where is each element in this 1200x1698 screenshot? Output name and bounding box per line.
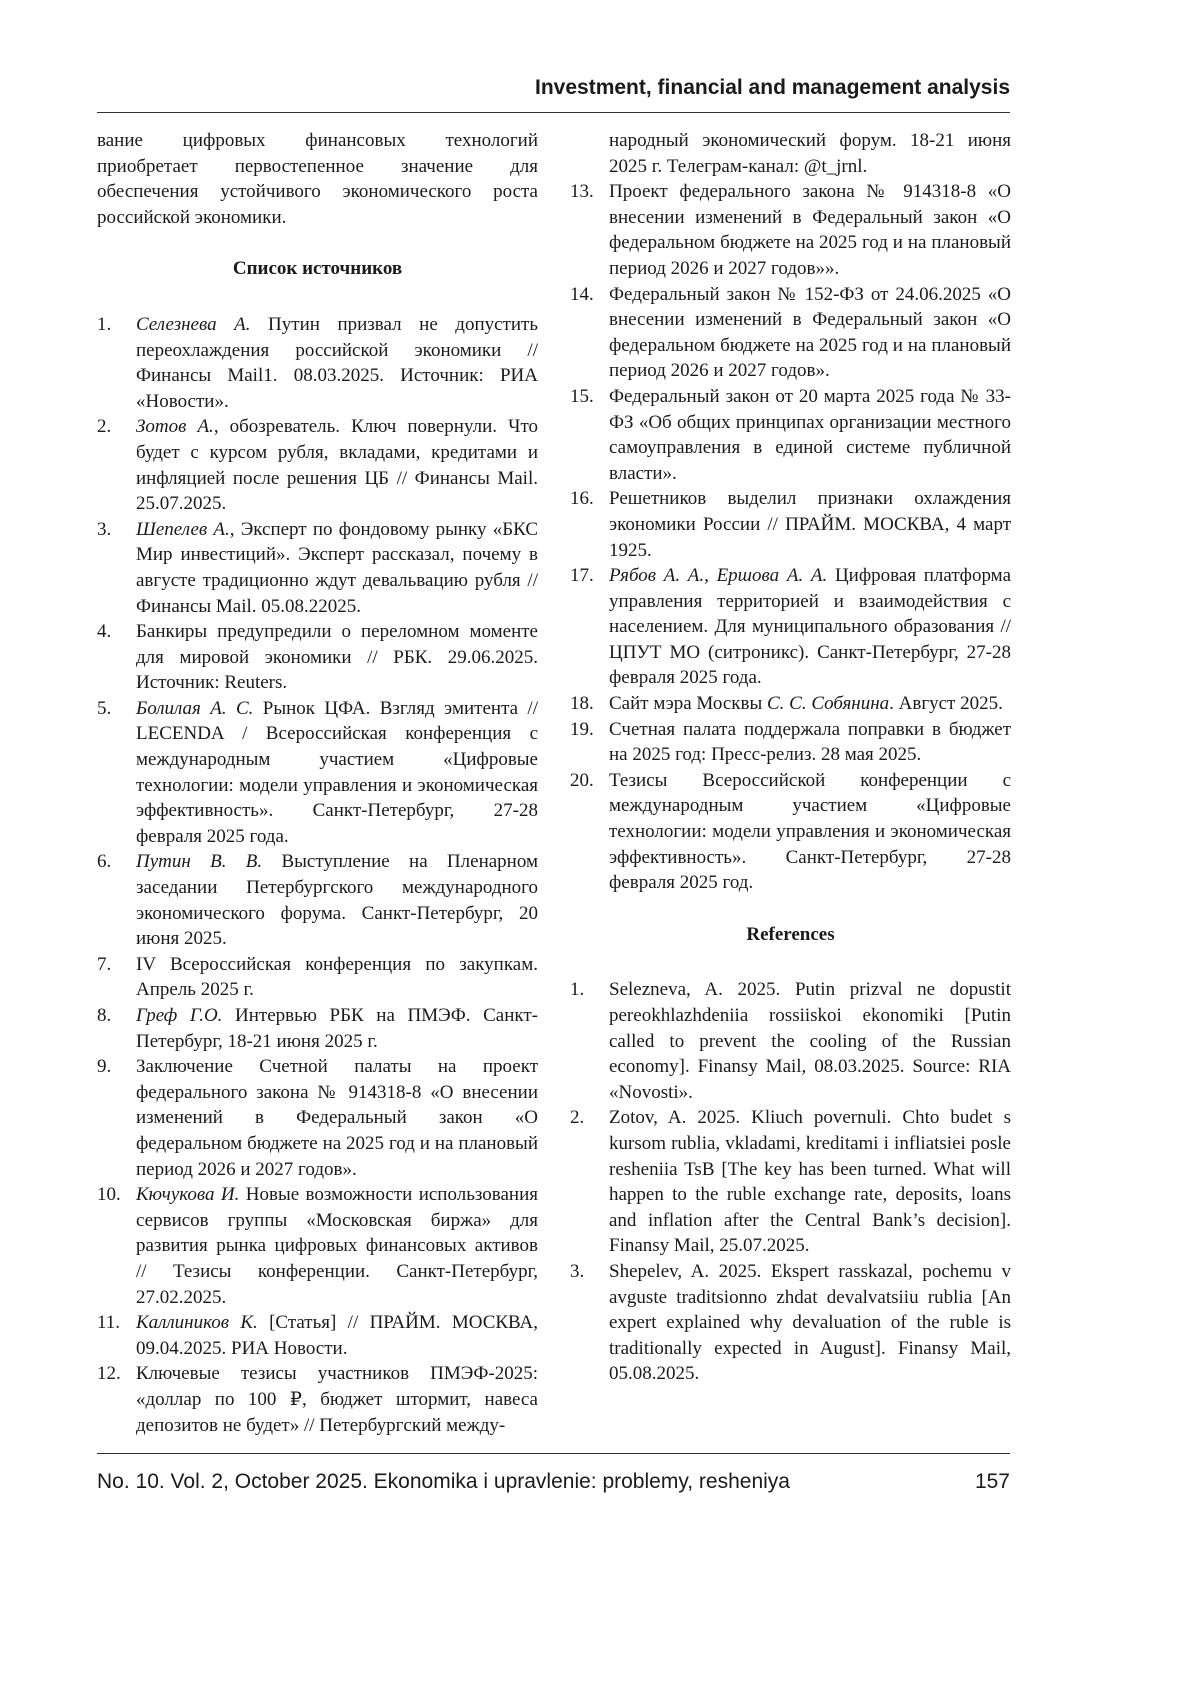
- item-author: Кючукова И.: [136, 1184, 239, 1205]
- header-rule: [97, 112, 1010, 113]
- item-text: Федеральный закон от 20 марта 2025 года № 33-ФЗ «Об общих принципах организации местного самоуправления в единой системе публичной власти».: [609, 386, 1011, 484]
- references-list: [570, 977, 1011, 1387]
- item-text: Выступление на Пленарном заседании Петербургского международного экономического форума. Санкт-Петербург, 20 июня 2025.: [136, 851, 538, 949]
- references-heading: References: [570, 922, 1011, 948]
- item-text: Тезисы Всероссийской конференции с международным участием «Цифровые технологии: модели управления и экономическая эффективность». Санкт-Петербург, 27-28 февраля 2025 год.: [609, 770, 1011, 893]
- list-item: [570, 691, 1011, 717]
- item-text-pre: Сайт мэра Москвы: [609, 693, 767, 714]
- sources-list: [97, 312, 538, 1438]
- item-text: Федеральный закон № 152-ФЗ от 24.06.2025 «О внесении изменений в Федеральный закон «О федеральном бюджете на 2025 год и на плановый период 2026 и 2027 годов».: [609, 284, 1011, 382]
- item-text: Новые возможности использования сервисов группы «Московская биржа» для развития рынка цифровых финансовых активов // Тезисы конференции. Санкт-Петербург, 27.02.2025.: [136, 1184, 538, 1307]
- list-item: [97, 1310, 538, 1361]
- item-number: 20.: [570, 768, 594, 794]
- list-item: [570, 768, 1011, 896]
- list-item: [570, 486, 1011, 563]
- item-text: IV Всероссийская конференция по закупкам. Апрель 2025 г.: [136, 954, 538, 1001]
- item-number: 7.: [97, 952, 111, 978]
- list-item: [97, 1182, 538, 1310]
- item-text: Рынок ЦФА. Взгляд эмитента // LECENDA / Всероссийская конференция с международным участием «Цифровые технологии: модели управления и экономическая эффективность». Санкт-Петербург, 27-28 февраля 2025 года.: [136, 698, 538, 847]
- item-text: Shepelev, A. 2025. Ekspert rasskazal, pochemu v avguste traditsionno zhdat devalvatsiiu rublia [An expert explained why devaluation of the ruble is traditionally expected in August]. Finansy Mail, 05.08.2025.: [609, 1261, 1011, 1384]
- list-item: [570, 1259, 1011, 1387]
- sources-heading: Список источников: [97, 256, 538, 282]
- item-number: 4.: [97, 619, 111, 645]
- item-text: , Эксперт по фондовому рынку «БКС Мир инвестиций». Эксперт рассказал, почему в августе традиционно ждут девальвацию рубля // Финансы Mail. 05.08.22025.: [136, 519, 538, 617]
- item-number: 6.: [97, 849, 111, 875]
- item-author: Селезнева А.: [136, 314, 251, 335]
- item-text: Zotov, A. 2025. Kliuch povernuli. Chto budet s kursom rublia, vkladami, kreditami i infliatsiei posle resheniia TsB [The key has been turned. What will happen to the ruble exchange rate, deposits, loans and inflation after the Central Bank’s decision]. Finansy Mail, 25.07.2025.: [609, 1107, 1011, 1256]
- list-item: [570, 384, 1011, 486]
- item-number: 11.: [97, 1310, 120, 1336]
- item-author: Путин В. В.: [136, 851, 262, 872]
- item-number: 1.: [97, 312, 111, 338]
- list-item: [570, 179, 1011, 281]
- page-number: 157: [975, 1470, 1010, 1494]
- item-text: Решетников выделил признаки охлаждения экономики России // ПРАЙМ. МОСКВА, 4 март 1925.: [609, 488, 1011, 560]
- item-text: Счетная палата поддержала поправки в бюджет на 2025 год: Пресс-релиз. 28 мая 2025.: [609, 719, 1011, 766]
- right-column: [570, 128, 1011, 1387]
- item-text: Цифровая платформа управления территорией и взаимодействия с населением. Для муниципального образования // ЦПУТ МО (ситроникс). Санкт-Петербург, 27-28 февраля 2025 года.: [609, 565, 1011, 688]
- item-text: Банкиры предупредили о переломном моменте для мировой экономики // РБК. 29.06.2025. Источник: Reuters.: [136, 621, 538, 693]
- item-text: Ключевые тезисы участников ПМЭФ-2025: «доллар по 100 ₽, бюджет штормит, навеса депозитов не будет» // Петербургский между-: [136, 1363, 538, 1435]
- item-number: 3.: [570, 1259, 584, 1285]
- item-author: С. С. Собянина: [767, 693, 889, 714]
- source-12-continuation: народный экономический форум. 18-21 июня 2025 г. Телеграм-канал: @t_jrnl.: [570, 128, 1011, 179]
- footer-rule: [97, 1453, 1010, 1454]
- list-item: [97, 696, 538, 850]
- item-text: Интервью РБК на ПМЭФ. Санкт-Петербург, 18-21 июня 2025 г.: [136, 1005, 538, 1052]
- item-number: 2.: [570, 1105, 584, 1131]
- item-number: 18.: [570, 691, 594, 717]
- item-text: , обозреватель. Ключ повернули. Что будет с курсом рубля, вкладами, кредитами и инфляцией после решения ЦБ // Финансы Mail. 25.07.2025.: [136, 416, 538, 514]
- item-author: Рябов А. А., Ершова А. А.: [609, 565, 827, 586]
- item-number: 17.: [570, 563, 594, 589]
- list-item: [97, 1003, 538, 1054]
- list-item: [570, 717, 1011, 768]
- list-item: [570, 1105, 1011, 1259]
- item-number: 3.: [97, 517, 111, 543]
- list-item: [570, 977, 1011, 1105]
- item-text: [Статья] // ПРАЙМ. МОСКВА, 09.04.2025. РИА Новости.: [136, 1312, 538, 1359]
- list-item: [97, 849, 538, 951]
- item-author: Греф Г.О.: [136, 1005, 222, 1026]
- item-number: 19.: [570, 717, 594, 743]
- journal-info: No. 10. Vol. 2, October 2025. Ekonomika i upravlenie: problemy, resheniya: [97, 1470, 790, 1494]
- item-number: 5.: [97, 696, 111, 722]
- intro-paragraph: вание цифровых финансовых технологий приобретает первостепенное значение для обеспечения устойчивого экономического роста российской экономики.: [97, 128, 538, 230]
- item-text: Заключение Счетной палаты на проект федерального закона № 914318-8 «О внесении изменений в Федеральный закон «О федеральном бюджете на 2025 год и на плановый период 2026 и 2027 годов».: [136, 1056, 538, 1179]
- running-head: Investment, financial and management analysis: [535, 76, 1010, 100]
- item-text: . Август 2025.: [889, 693, 1003, 714]
- item-author: Шепелев А.: [136, 519, 230, 540]
- item-number: 10.: [97, 1182, 121, 1208]
- footer: [97, 1470, 1010, 1494]
- item-author: Зотов А.: [136, 416, 214, 437]
- list-item: [97, 1054, 538, 1182]
- item-number: 8.: [97, 1003, 111, 1029]
- item-text: Проект федерального закона № 914318-8 «О внесении изменений в Федеральный закон «О федеральном бюджете на 2025 год и на плановый период 2026 и 2027 годов»».: [609, 181, 1011, 279]
- left-column: [97, 128, 538, 1438]
- list-item: [97, 312, 538, 414]
- list-item: [97, 1361, 538, 1438]
- item-number: 13.: [570, 179, 594, 205]
- list-item: [97, 517, 538, 619]
- list-item: [97, 414, 538, 516]
- item-author: Болилая А. С.: [136, 698, 253, 719]
- item-number: 1.: [570, 977, 584, 1003]
- item-author: Каллиников К.: [136, 1312, 258, 1333]
- item-number: 2.: [97, 414, 111, 440]
- sources-list-continued: [570, 179, 1011, 896]
- item-number: 9.: [97, 1054, 111, 1080]
- list-item: [570, 563, 1011, 691]
- list-item: [97, 619, 538, 696]
- list-item: [570, 282, 1011, 384]
- item-text: Selezneva, A. 2025. Putin prizval ne dopustit pereokhlazhdeniia rossiiskoi ekonomiki [Putin called to prevent the cooling of the Russian economy]. Finansy Mail, 08.03.2025. Source: RIA «Novosti».: [609, 979, 1011, 1102]
- item-text: Путин призвал не допустить переохлаждения российской экономики // Финансы Mail1. 08.03.2025. Источник: РИА «Новости».: [136, 314, 538, 412]
- item-number: 14.: [570, 282, 594, 308]
- item-number: 15.: [570, 384, 594, 410]
- list-item: [97, 952, 538, 1003]
- item-number: 12.: [97, 1361, 121, 1387]
- item-number: 16.: [570, 486, 594, 512]
